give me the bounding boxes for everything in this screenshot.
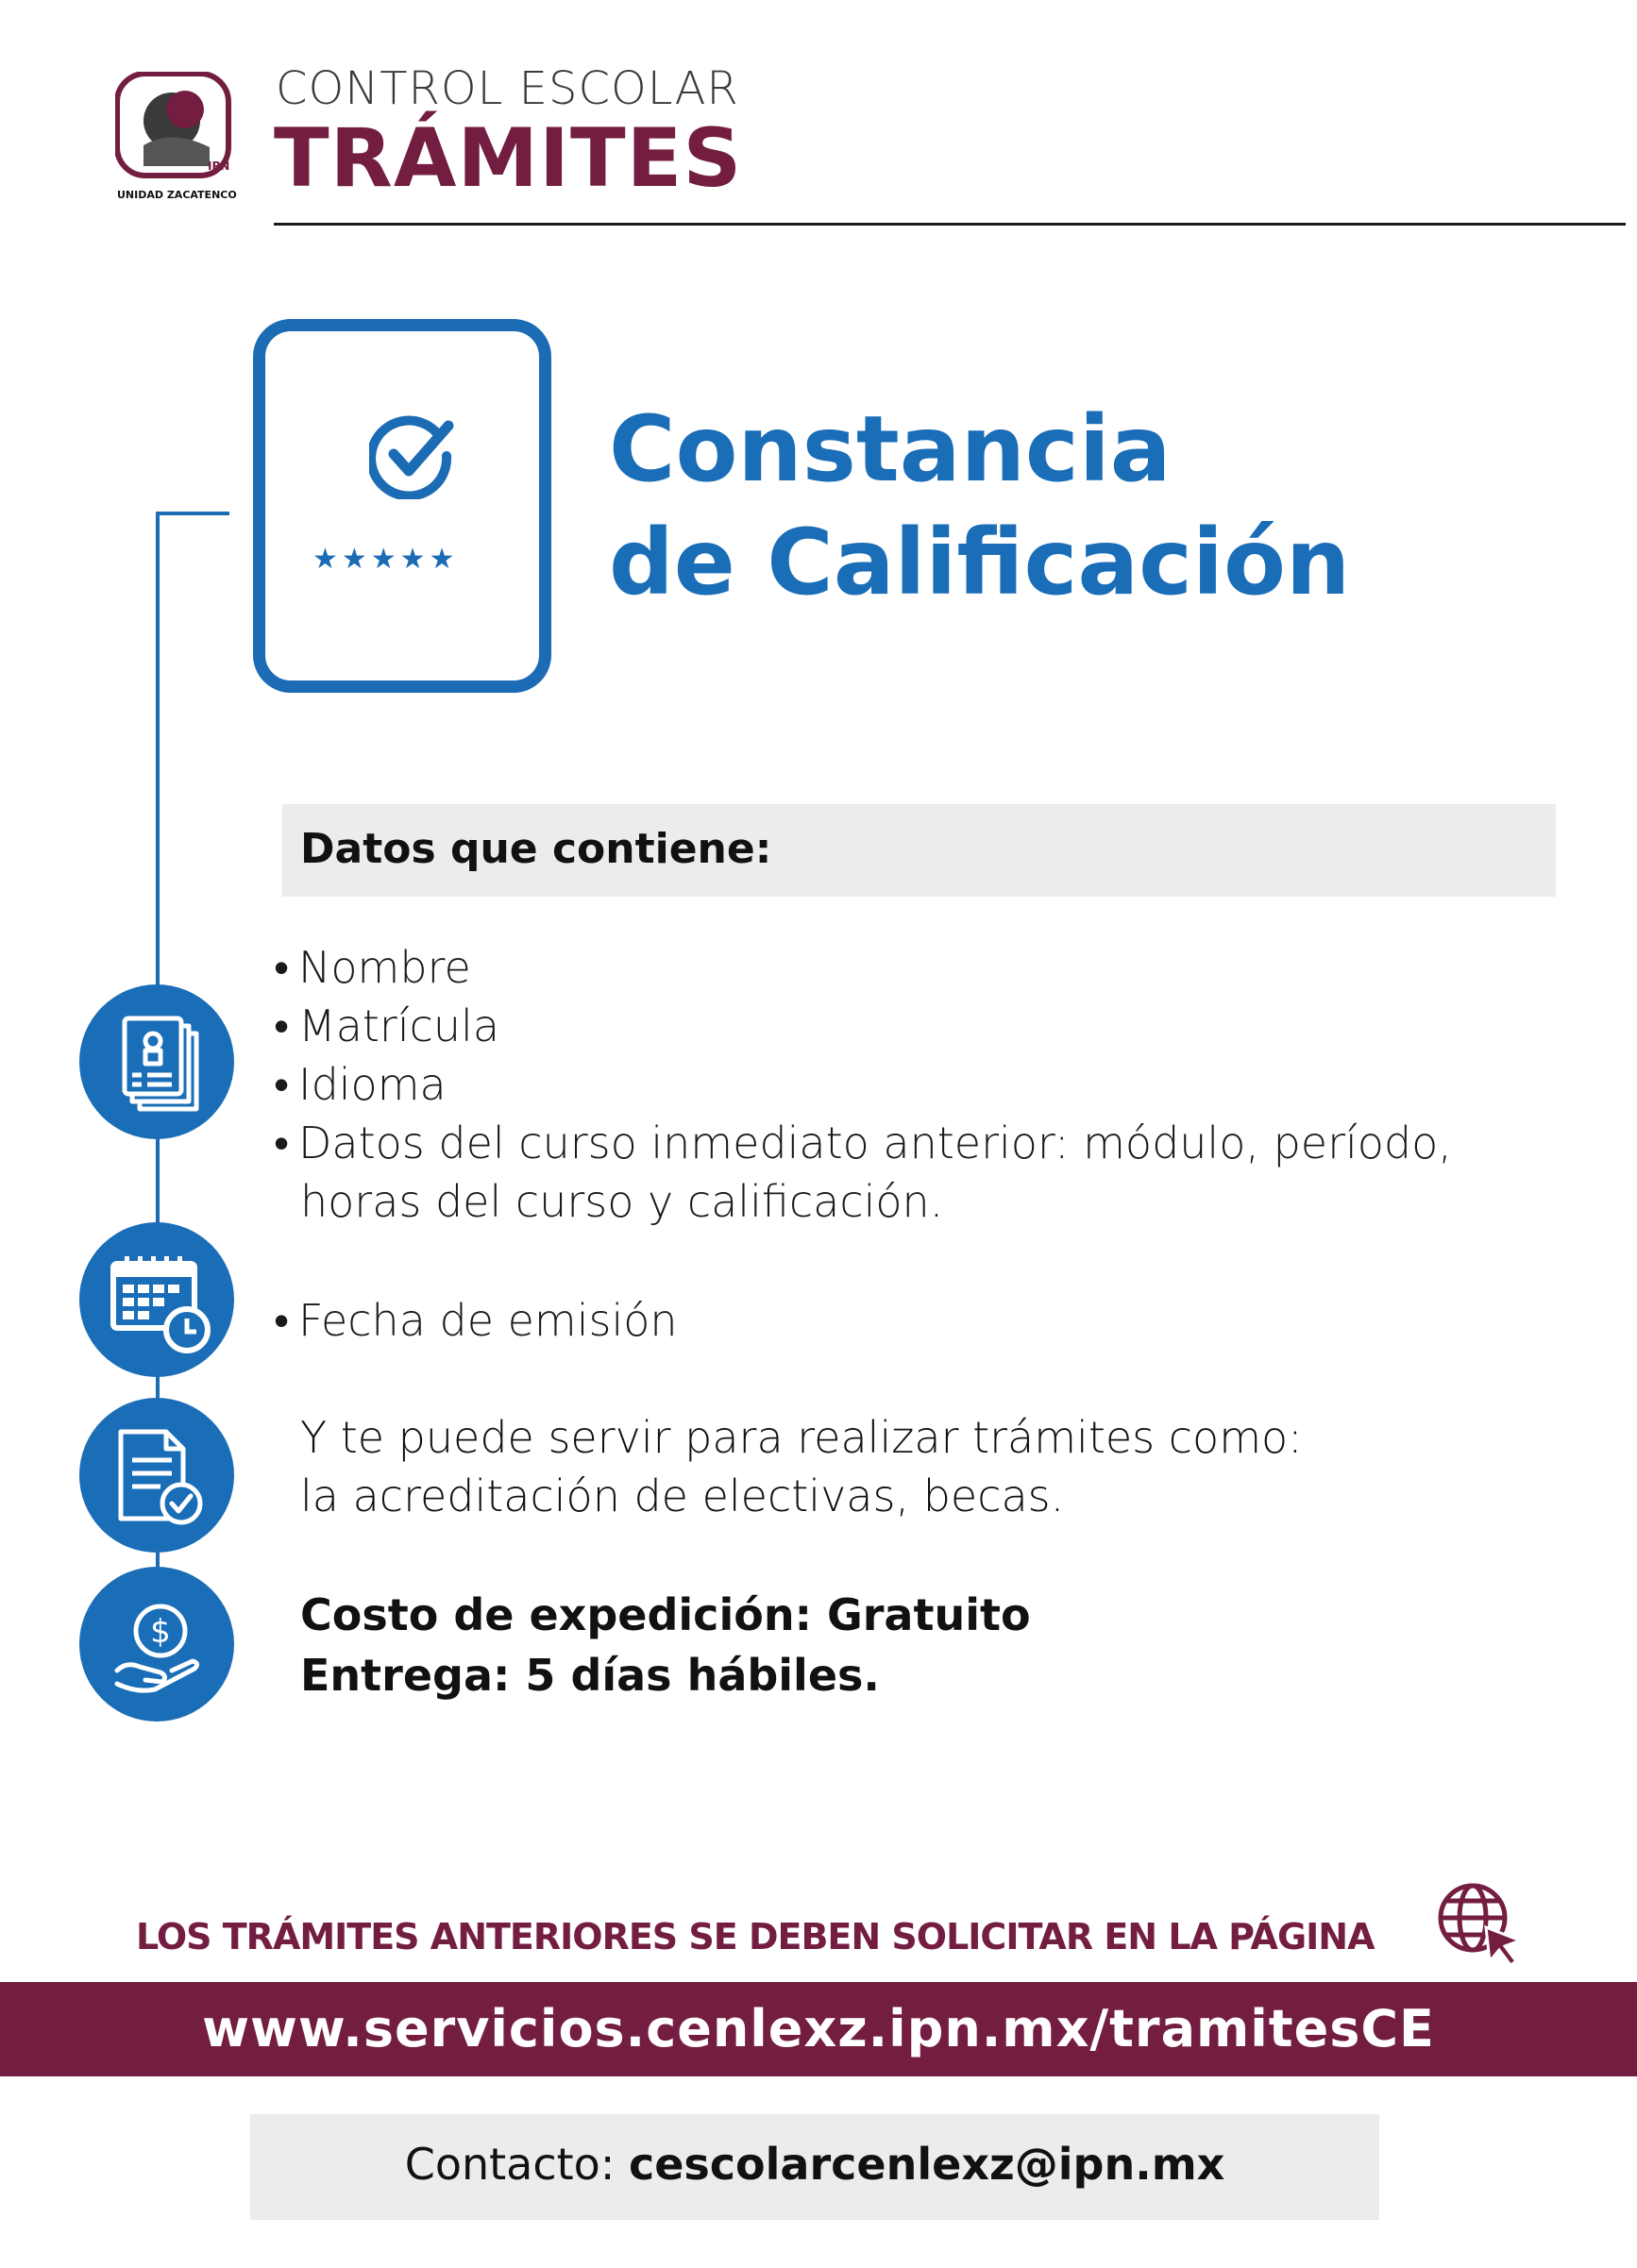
cost-text: Costo de expedición: Gratuito: [300, 1589, 1031, 1640]
document-title-line2: de Calificación: [609, 510, 1351, 615]
list-item-text: Datos del curso inmediato anterior: módulo, período,: [298, 1117, 1452, 1168]
rating-stars: ★★★★★: [312, 543, 459, 576]
check-circle-icon: [369, 412, 456, 503]
contact-line: [250, 2139, 1379, 2190]
svg-text:$: $: [150, 1613, 171, 1651]
list-item: [274, 1117, 1452, 1168]
header-divider: [274, 223, 1626, 226]
bullet: •: [274, 1059, 290, 1110]
delivery-text: Entrega: 5 días hábiles.: [300, 1650, 880, 1701]
header-title: TRÁMITES: [274, 111, 743, 206]
logo-unit-text: UNIDAD ZACATENCO: [117, 189, 237, 201]
footer-notice: LOS TRÁMITES ANTERIORES SE DEBEN SOLICITAR EN LA PÁGINA: [136, 1916, 1375, 1957]
globe-cursor-icon: [1433, 1878, 1527, 1976]
contact-email[interactable]: cescolarcenlexz@ipn.mx: [628, 2139, 1225, 2190]
usage-text-line1: Y te puede servir para realizar trámites como:: [300, 1412, 1303, 1463]
document-title-line1: Constancia: [609, 396, 1172, 502]
document-card: [253, 319, 551, 693]
url-link[interactable]: www.servicios.cenlexz.ipn.mx/tramitesCE: [202, 1999, 1435, 2058]
section-heading: Datos que contiene:: [300, 825, 772, 873]
list-item: [274, 942, 471, 993]
cenlex-logo: [115, 72, 240, 204]
bullet: •: [274, 1295, 290, 1346]
usage-text-line2: la acreditación de electivas, becas.: [300, 1470, 1065, 1521]
list-item-text: Matrícula: [298, 1000, 500, 1051]
list-item-continuation: horas del curso y calificación.: [300, 1176, 944, 1227]
bullet: •: [274, 1000, 290, 1051]
list-item: [274, 1295, 678, 1346]
bullet: •: [274, 1117, 290, 1168]
list-item-text: Nombre: [298, 942, 471, 993]
contact-label: Contacto:: [404, 2139, 629, 2190]
list-item-text: Fecha de emisión: [298, 1295, 678, 1346]
header-subtitle: CONTROL ESCOLAR: [276, 62, 739, 115]
list-item: [274, 1000, 499, 1051]
list-item: [274, 1059, 447, 1110]
list-item-text: Idioma: [298, 1059, 447, 1110]
calendar-clock-icon: [79, 1222, 234, 1377]
money-hand-icon: [79, 1567, 234, 1722]
bullet: •: [274, 942, 290, 993]
id-card-icon: [79, 984, 234, 1139]
timeline-connector: [156, 512, 229, 515]
logo-ipn-text: IPN: [208, 160, 230, 173]
document-check-icon: [79, 1398, 234, 1553]
